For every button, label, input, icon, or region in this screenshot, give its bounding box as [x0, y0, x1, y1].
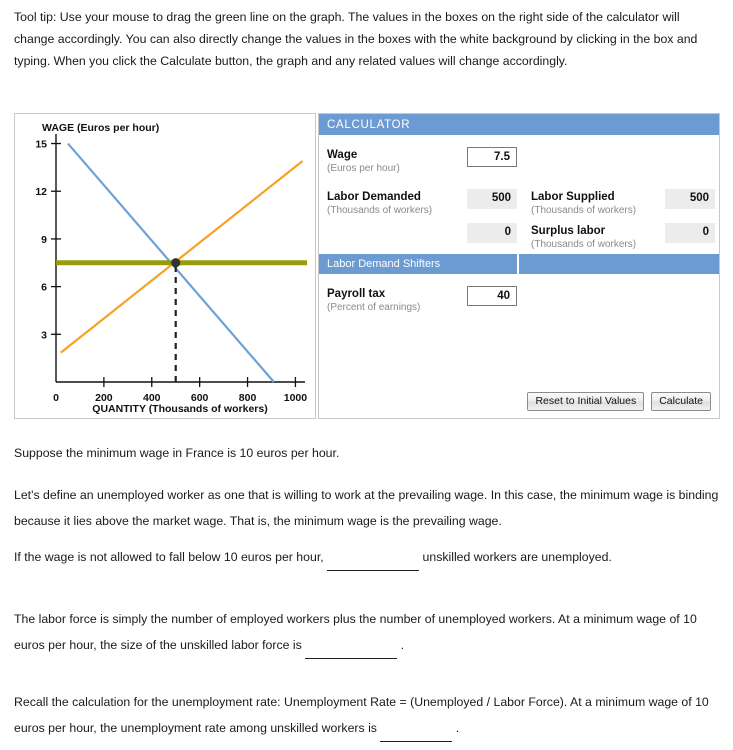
labor-demanded-unit: (Thousands of workers) [327, 205, 433, 216]
calculate-button[interactable]: Calculate [651, 392, 711, 411]
calculator-panel [318, 113, 720, 419]
payroll-tax-input[interactable]: 40 [467, 286, 517, 306]
y-axis-title: WAGE (Euros per hour) [42, 122, 160, 134]
svg-text:9: 9 [41, 233, 47, 246]
calculator-widget [14, 113, 720, 421]
y-axis-ticks [35, 139, 61, 342]
answer-blank-unemployment-rate[interactable] [380, 715, 452, 742]
payroll-tax-unit: (Percent of earnings) [327, 302, 421, 313]
svg-text:15: 15 [35, 138, 47, 151]
paragraph-unemployed-definition [14, 482, 720, 534]
answer-blank-labor-force[interactable] [305, 632, 397, 659]
question-unemployed-count [14, 544, 720, 571]
svg-text:6: 6 [41, 281, 47, 294]
question-labor-force [14, 606, 720, 659]
svg-text:0: 0 [53, 392, 59, 404]
wage-unit: (Euros per hour) [327, 163, 400, 174]
question-2-prefix: The labor force is simply the number of employed workers plus the number of unemployed workers. At a minimum wage of 10 euros per hour, the size of the unskilled labor force is [14, 612, 697, 652]
tooltip-text: Tool tip: Use your mouse to drag the green line on the graph. The values in the boxes on the right side of the calculator will change accordingly. You can also directly change the values in the boxes with the white background by clicking in the box and typing. When you click the Calculate button, the graph and any related values will change accordingly. [14, 10, 698, 68]
labor-supplied-value: 500 [665, 189, 715, 209]
paragraph-1-text: Suppose the minimum wage in France is 10 euros per hour. [14, 446, 340, 460]
labor-supplied-label: Labor Supplied [531, 191, 615, 203]
paragraph-2-text: Let's define an unemployed worker as one that is willing to work at the prevailing wage. In this case, the minimum wage is binding because it lies above the market wage. That is, the minimum wage is the prevailing wage. [14, 488, 719, 528]
svg-text:800: 800 [238, 392, 257, 404]
x-axis-ticks [53, 377, 307, 404]
shifters-header [319, 254, 719, 274]
series-labor-supply [61, 161, 303, 353]
question-3-suffix: . [455, 721, 460, 735]
surplus-labor-label: Surplus labor [531, 225, 606, 237]
supply-demand-chart[interactable] [15, 114, 315, 418]
shifters-header-right-cell [519, 254, 719, 274]
labor-demanded-label: Labor Demanded [327, 191, 421, 203]
chart-markers-layer[interactable] [171, 258, 180, 267]
surplus-labor-value: 0 [665, 223, 715, 243]
question-1-prefix: If the wage is not allowed to fall below 10 euros per hour, [14, 550, 324, 564]
svg-text:1000: 1000 [283, 392, 308, 404]
wage-label: Wage [327, 149, 358, 161]
answer-blank-unemployed[interactable] [327, 544, 419, 571]
graph-panel[interactable] [14, 113, 316, 419]
x-axis-title: QUANTITY (Thousands of workers) [92, 403, 268, 415]
svg-text:3: 3 [41, 329, 47, 342]
wage-input[interactable]: 7.5 [467, 147, 517, 167]
question-unemployment-rate [14, 689, 720, 742]
calculator-body [319, 135, 719, 254]
shifters-header-label: Labor Demand Shifters [327, 258, 441, 270]
question-2-suffix: . [400, 638, 405, 652]
svg-text:12: 12 [35, 186, 47, 199]
shortage-labor-value: 0 [467, 223, 517, 243]
svg-text:400: 400 [143, 392, 161, 404]
button-row [527, 392, 711, 411]
surplus-labor-unit: (Thousands of workers) [531, 239, 637, 250]
labor-supplied-unit: (Thousands of workers) [531, 205, 637, 216]
shifters-body [319, 274, 719, 418]
labor-demanded-value: 500 [467, 189, 517, 209]
payroll-tax-label: Payroll tax [327, 288, 386, 300]
reset-to-initial-values-button[interactable]: Reset to Initial Values [527, 392, 644, 411]
svg-text:600: 600 [190, 392, 209, 404]
svg-text:200: 200 [95, 392, 113, 404]
question-3-prefix: Recall the calculation for the unemployment rate: Unemployment Rate = (Unemployed / Labor Force). At a minimum wage of 10 euros per hour, the unemployment rate among unskilled workers is [14, 695, 709, 735]
question-1-suffix: unskilled workers are unemployed. [422, 550, 612, 564]
calculator-header-label: CALCULATOR [327, 118, 411, 131]
paragraph-minimum-wage [14, 440, 720, 466]
calculator-header [319, 114, 719, 135]
equilibrium-point[interactable] [171, 258, 180, 267]
chart-series-layer[interactable] [56, 144, 307, 382]
